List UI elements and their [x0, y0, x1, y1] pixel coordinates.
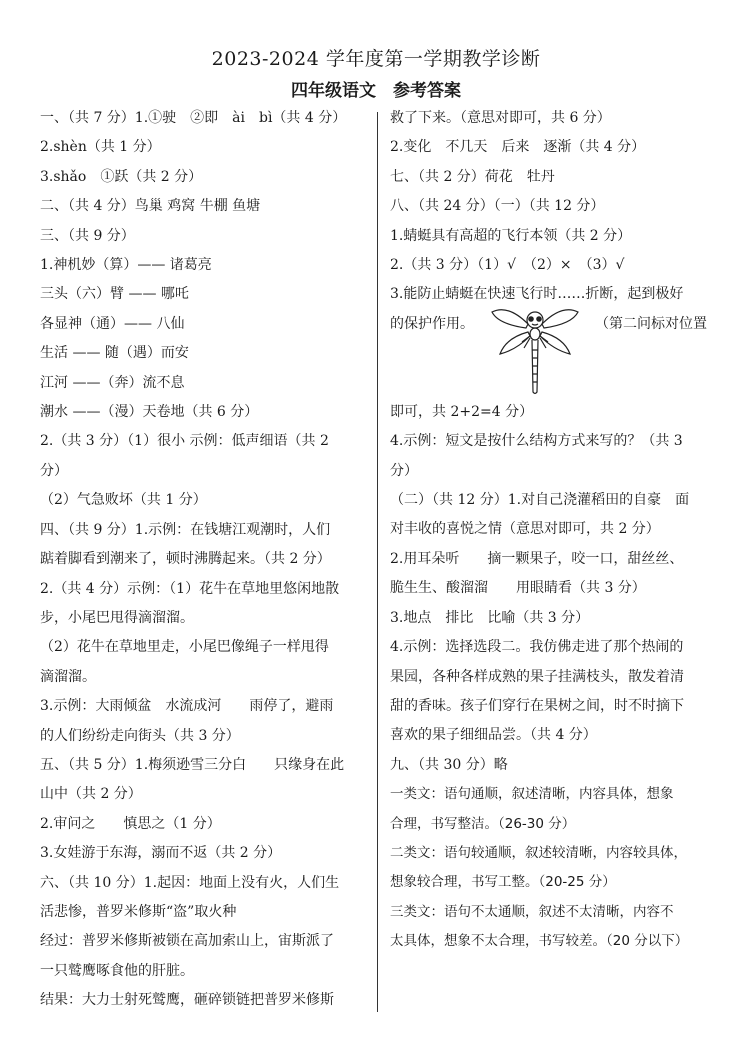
page-subtitle: 四年级语文 参考答案: [291, 81, 461, 101]
answer-line: 甜的香味。孩子们穿行在果树之间，时不时摘下: [390, 697, 684, 714]
answer-line: 3.地点 排比 比喻（共 3 分）: [390, 609, 590, 626]
answer-line: 果园，各种各样成熟的果子挂满枝头，散发着清: [390, 668, 684, 685]
answer-line: 2.审问之 慎思之（1 分）: [40, 815, 221, 832]
grading-line: 一类文：语句通顺，叙述清晰，内容具体，想象: [390, 786, 674, 803]
grading-line: 太具体，想象不太合理，书写较差。（20 分以下）: [390, 933, 689, 950]
answer-line: 救了下来。（意思对即可，共 6 分）: [390, 110, 611, 126]
grading-line: 二类文：语句较通顺，叙述较清晰，内容较具体，: [390, 844, 687, 861]
answer-line: （2）气急败坏（共 1 分）: [40, 492, 207, 509]
answer-line: 的人们纷纷走向街头（共 3 分）: [40, 727, 240, 744]
grading-line: 合理，书写整洁。（26-30 分）: [390, 815, 576, 832]
answer-line: 山中（共 2 分）: [40, 786, 142, 803]
answer-line: 潮水 ——（漫）天卷地（共 6 分）: [40, 404, 259, 421]
answer-line: 一、（共 7 分）1.①驶 ②即 ài bì（共 4 分）: [40, 110, 347, 126]
answer-line: 踮着脚看到潮来了，顿时沸腾起来。（共 2 分）: [40, 551, 331, 568]
answer-line: 生活 —— 随（遇）而安: [40, 345, 189, 362]
answer-line: 四、（共 9 分）1.示例：在钱塘江观潮时，人们: [40, 521, 331, 538]
answer-line: 分）: [390, 462, 418, 479]
answer-line: 经过：普罗米修斯被锁在高加索山上，宙斯派了: [40, 933, 334, 950]
answer-line: 1.蜻蜓具有高超的飞行本领（共 2 分）: [390, 227, 632, 244]
answer-line: 脆生生、酸溜溜 用眼睛看（共 3 分）: [390, 580, 646, 597]
answer-line: 即可，共 2+2=4 分）: [390, 403, 534, 420]
answer-line: 2.shèn（共 1 分）: [40, 139, 161, 156]
answer-line: 3.女娃游于东海，溺而不返（共 2 分）: [40, 845, 282, 862]
answer-line: 江河 ——（奔）流不息: [40, 374, 185, 391]
answer-line: 二、（共 4 分）鸟巢 鸡窝 牛棚 鱼塘: [40, 198, 261, 215]
answer-line: 的保护作用。: [390, 315, 474, 332]
right-column: [390, 104, 718, 957]
answer-line: 对丰收的喜悦之情（意思对即可，共 2 分）: [390, 521, 660, 538]
answer-line: 2.（共 3 分）（1）很小 示例：低声细语（共 2: [40, 433, 329, 450]
answer-line: 三头（六）臂 —— 哪吒: [40, 286, 189, 303]
answer-line: （2）花牛在草地里走，小尾巴像绳子一样甩得: [40, 639, 329, 656]
answer-line: 一只鹫鹰啄食他的肝脏。: [40, 962, 194, 979]
answer-line: 滴溜溜。: [40, 668, 96, 685]
answer-line: 2.（共 4 分）示例：（1）花牛在草地里悠闲地散: [40, 580, 340, 597]
answer-line: 4.示例：短文是按什么结构方式来写的？（共 3: [390, 433, 683, 450]
left-column: [40, 104, 366, 1016]
answer-line: 七、（共 2 分）荷花 牡丹: [390, 168, 555, 185]
answer-line: 九、（共 30 分）略: [390, 756, 508, 773]
grading-line: 想象较合理，书写工整。（20-25 分）: [390, 874, 616, 891]
answer-line: 4.示例：选择选段二。我仿佛走进了那个热闹的: [390, 639, 684, 656]
answer-line: 活悲惨，普罗米修斯“盗”取火种: [40, 903, 237, 920]
answer-line: 八、（共 24 分）（一）（共 12 分）: [390, 198, 605, 215]
answer-line: 结果：大力士射死鹫鹰，砸碎锁链把普罗米修斯: [40, 992, 334, 1009]
answer-line: 五、（共 5 分）1.梅须逊雪三分白 只缘身在此: [40, 756, 345, 773]
answer-line: 2.变化 不几天 后来 逐渐（共 4 分）: [390, 139, 646, 156]
answer-line: 分）: [40, 462, 68, 479]
answer-line: 步，小尾巴甩得滴溜溜。: [40, 609, 194, 626]
answer-line: 三、（共 9 分）: [40, 227, 135, 244]
page-title: 2023-2024 学年度第一学期教学诊断: [211, 48, 541, 70]
column-divider: [377, 112, 378, 1012]
answer-line: 3.shǎo ①跃（共 2 分）: [40, 168, 203, 185]
answer-line: （第二问标对位置: [595, 315, 707, 332]
answer-line: 2.用耳朵听 摘一颗果子，咬一口，甜丝丝、: [390, 550, 684, 567]
answer-line: 喜欢的果子细细品尝。（共 4 分）: [390, 727, 597, 744]
answer-line: 3.示例：大雨倾盆 水流成河 雨停了，避雨: [40, 698, 334, 715]
answer-line: 各显神（通）—— 八仙: [40, 315, 185, 332]
answer-line: 1.神机妙（算）—— 诸葛亮: [40, 257, 212, 274]
answer-line: （二）（共 12 分）1.对自己浇灌稻田的自豪 面: [390, 492, 690, 509]
grading-line: 三类文：语句不太通顺，叙述不太清晰，内容不: [390, 903, 674, 920]
answer-line: 2.（共 3 分）（1）√ （2）× （3）√: [390, 257, 625, 274]
dragonfly-figure-row: [390, 310, 718, 398]
answer-line: 六、（共 10 分）1.起因：地面上没有火，人们生: [40, 874, 340, 891]
answer-line: 3.能防止蜻蜓在快速飞行时……折断，起到极好: [390, 286, 684, 303]
dragonfly-illustration: [490, 302, 580, 398]
